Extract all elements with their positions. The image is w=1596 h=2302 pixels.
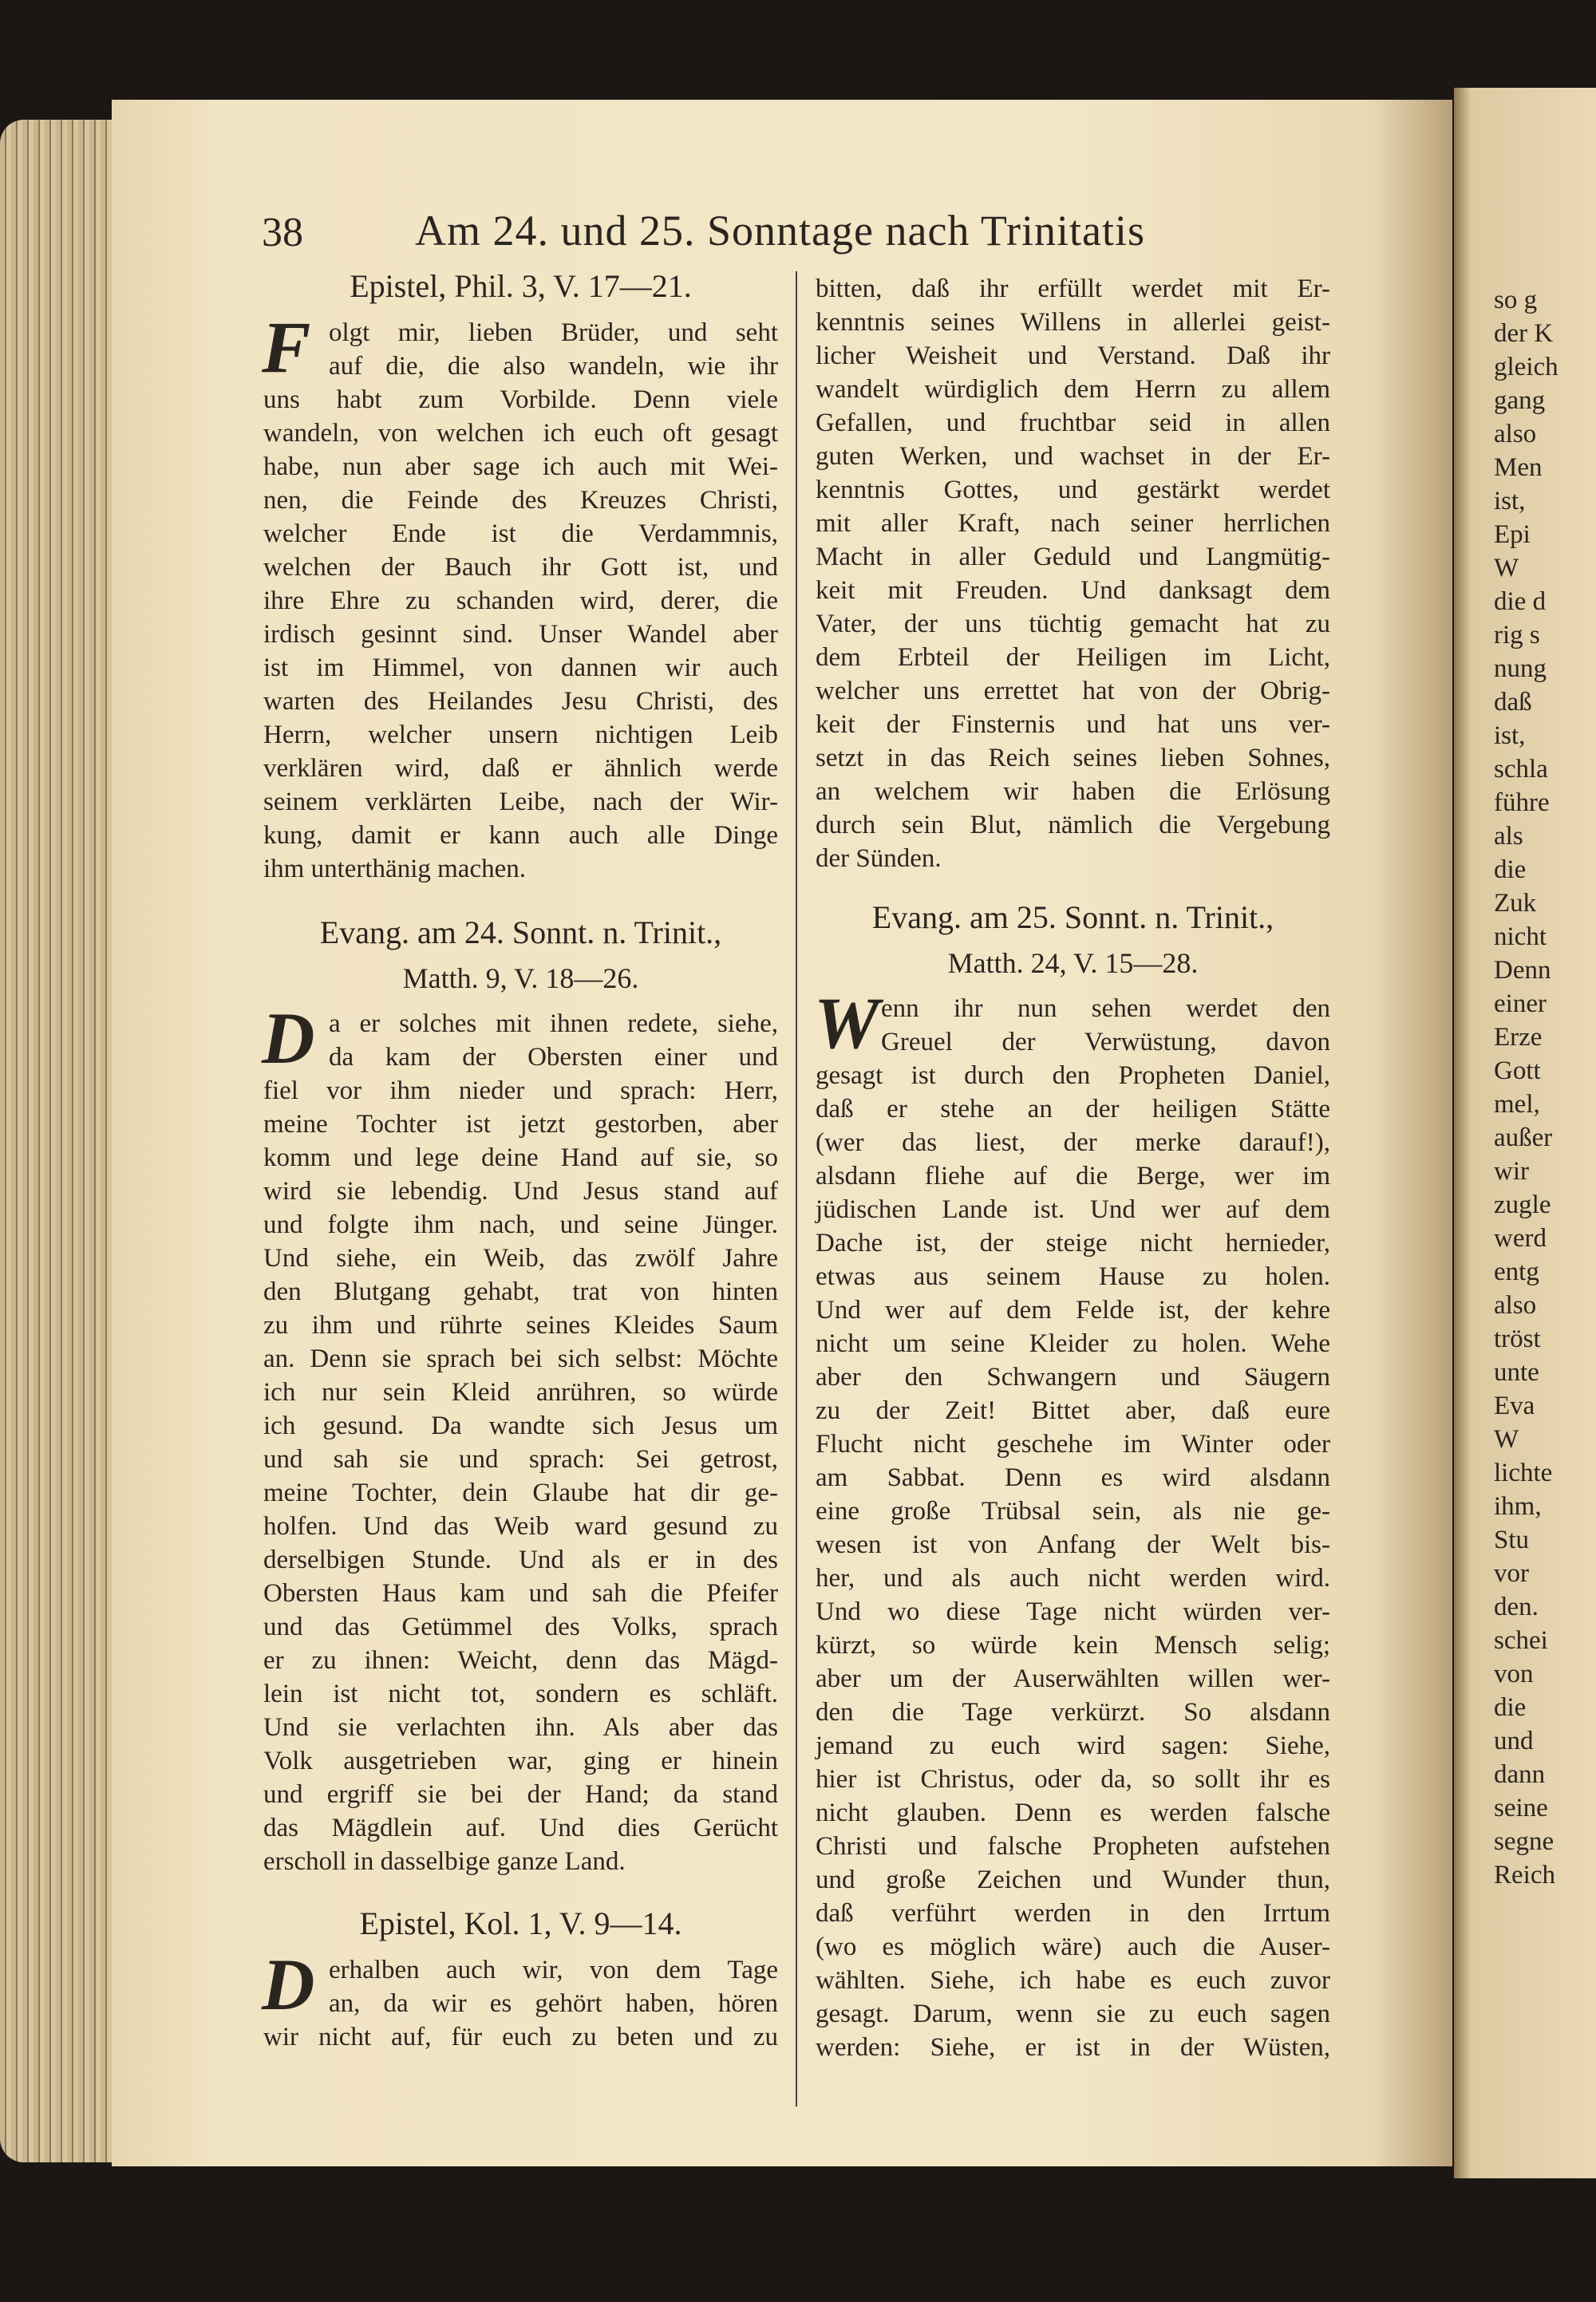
text-line: Volk ausgetrieben war, ging er hinein: [263, 1747, 778, 1775]
scripture-reference: Matth. 24, V. 15—28.: [947, 947, 1199, 979]
text-line: a er solches mit ihnen redete, siehe,: [329, 1009, 778, 1038]
next-page-fragment: daß: [1494, 688, 1532, 717]
text-line: Obersten Haus kam und sah die Pfeifer: [263, 1579, 778, 1608]
text-line: licher Weisheit und Verstand. Daß ihr: [816, 342, 1330, 370]
next-page-fragment: die: [1494, 855, 1527, 884]
next-page-fragment: die d: [1494, 587, 1547, 616]
text-line: aber um der Auserwählten willen wer-: [816, 1664, 1330, 1693]
text-line: wandelt würdiglich dem Herrn zu allem: [816, 375, 1330, 404]
text-line: meine Tochter ist jetzt gestorben, aber: [263, 1110, 778, 1139]
text-line: wesen ist von Anfang der Welt bis-: [816, 1530, 1330, 1559]
text-line: Herrn, welcher unsern nichtigen Leib: [263, 721, 778, 749]
next-page-fragment: die: [1494, 1693, 1527, 1722]
left-column: [263, 263, 778, 2054]
next-page-fragment: segne: [1494, 1827, 1555, 1856]
text-line: her, und als auch nicht werden wird.: [816, 1564, 1330, 1593]
text-line: an. Denn sie sprach bei sich selbst: Möchte: [263, 1344, 778, 1373]
text-line: verklären wird, daß er ähnlich werde: [263, 754, 778, 783]
text-line: jemand zu euch wird sagen: Siehe,: [816, 1731, 1330, 1760]
text-line: und ergriff sie bei der Hand; da stand: [263, 1780, 778, 1809]
next-page-fragment: ihm,: [1494, 1492, 1542, 1521]
page-edges: [0, 120, 120, 2162]
text-line: da kam der Obersten einer und: [329, 1043, 778, 1072]
drop-cap: W: [814, 982, 879, 1064]
text-line: wählten. Siehe, ich habe es euch zuvor: [816, 1966, 1330, 1995]
text-line: am Sabbat. Denn es wird alsdann: [816, 1463, 1330, 1492]
next-page-fragment: zugle: [1494, 1190, 1551, 1219]
text-line: den die Tage verkürzt. So alsdann: [816, 1698, 1330, 1727]
next-page-fragment: dann: [1494, 1760, 1546, 1789]
text-line: erscholl in dasselbige ganze Land.: [263, 1847, 626, 1876]
next-page-fragment: schei: [1494, 1626, 1548, 1655]
text-line: aber den Schwangern und Säugern: [816, 1363, 1330, 1392]
drop-cap: F: [262, 306, 311, 388]
text-line: komm und lege deine Hand auf sie, so: [263, 1143, 778, 1172]
text-line: keit mit Freuden. Und danksagt dem: [816, 576, 1330, 605]
text-line: und das Getümmel des Volks, sprach: [263, 1613, 778, 1641]
text-line: bitten, daß ihr erfüllt werdet mit Er-: [816, 274, 1330, 303]
text-line: und sah sie und sprach: Sei getrost,: [263, 1445, 778, 1474]
text-line: kenntnis seines Willens in allerlei geist-: [816, 308, 1330, 337]
text-line: nicht um seine Kleider zu holen. Wehe: [816, 1329, 1330, 1358]
next-page-fragment: führe: [1494, 788, 1550, 817]
scripture-reference: Matth. 9, V. 18—26.: [402, 962, 639, 994]
next-page-fragment: einer: [1494, 989, 1547, 1018]
next-page-fragment: nung: [1494, 654, 1547, 683]
text-line: Und wer auf dem Felde ist, der kehre: [816, 1296, 1330, 1325]
column-divider: [796, 271, 797, 2107]
running-head: Am 24. und 25. Sonntage nach Trinitatis: [415, 207, 1145, 255]
text-line: werden: Siehe, er ist in der Wüsten,: [816, 2033, 1330, 2062]
next-page-fragment: ist,: [1494, 721, 1526, 750]
next-page-fragment: W: [1494, 1425, 1519, 1454]
text-line: enn ihr nun sehen werdet den: [881, 994, 1330, 1023]
text-line: olgt mir, lieben Brüder, und seht: [329, 318, 778, 347]
section: [816, 894, 1330, 2064]
text-line: kenntnis Gottes, und gestärkt werdet: [816, 476, 1330, 504]
section: [816, 272, 1330, 875]
next-page-fragment: Stu: [1494, 1526, 1530, 1554]
next-page-fragment: den.: [1494, 1593, 1539, 1621]
text-line: ist im Himmel, von dannen wir auch: [263, 653, 778, 682]
text-line: habe, nun aber sage ich auch mit Wei-: [263, 452, 778, 481]
text-line: etwas aus seinem Hause zu holen.: [816, 1262, 1330, 1291]
text-line: Dache ist, der steige nicht hernieder,: [816, 1229, 1330, 1258]
text-line: Christi und falsche Propheten aufstehen: [816, 1832, 1330, 1861]
next-page-fragment: also: [1494, 1291, 1537, 1320]
text-line: welcher uns errettet hat von der Obrig-: [816, 677, 1330, 705]
next-page-fragment: rig s: [1494, 621, 1540, 650]
text-line: ihre Ehre zu schanden wird, derer, die: [263, 586, 778, 615]
text-line: gesagt ist durch den Propheten Daniel,: [816, 1061, 1330, 1090]
text-line: ich nur sein Kleid anrühren, so würde: [263, 1378, 778, 1407]
next-page-fragment: Reich: [1494, 1861, 1555, 1889]
next-page-fragment: Men: [1494, 453, 1543, 482]
text-line: eine große Trübsal sein, als nie ge-: [816, 1497, 1330, 1526]
text-line: Gefallen, und fruchtbar seid in allen: [816, 409, 1330, 437]
section: [263, 263, 778, 886]
text-line: er zu ihnen: Weicht, denn das Mägd-: [263, 1646, 778, 1675]
next-page-fragment: gang: [1494, 386, 1546, 415]
section-heading: Evang. am 24. Sonnt. n. Trinit.,: [319, 914, 722, 950]
next-page-fragment: werd: [1494, 1224, 1547, 1253]
section-body: [816, 272, 1330, 875]
text-line: welcher Ende ist die Verdammnis,: [263, 519, 778, 548]
next-page-fragment: Eva: [1494, 1392, 1535, 1420]
text-line: der Sünden.: [816, 844, 942, 873]
text-line: kürzt, so würde kein Mensch selig;: [816, 1631, 1330, 1660]
text-line: guten Werken, und wachset in der Er-: [816, 442, 1330, 471]
text-line: und große Zeichen und Wunder thun,: [816, 1866, 1330, 1894]
text-line: daß verführt werden in den Irrtum: [816, 1899, 1330, 1928]
text-line: ich gesund. Da wandte sich Jesus um: [263, 1412, 778, 1440]
next-page-fragment: gleich: [1494, 353, 1558, 381]
next-page-fragment: W: [1494, 554, 1519, 582]
text-line: mit aller Kraft, nach seiner herrlichen: [816, 509, 1330, 538]
text-line: Macht in aller Geduld und Langmütig-: [816, 543, 1330, 571]
section: [263, 1901, 778, 2054]
next-page-fragment: als: [1494, 822, 1523, 851]
text-line: Flucht nicht geschehe im Winter oder: [816, 1430, 1330, 1459]
next-page-fragment: nicht: [1494, 922, 1547, 951]
section-body: [262, 306, 778, 886]
text-line: und folgte ihm nach, und seine Jünger.: [263, 1210, 778, 1239]
next-page-fragment: wir: [1494, 1157, 1529, 1186]
next-page-fragment: Erze: [1494, 1023, 1543, 1052]
right-column: [816, 272, 1330, 2064]
text-line: erhalben auch wir, von dem Tage: [329, 1956, 778, 1984]
next-page-fragment: Denn: [1494, 956, 1551, 985]
text-line: wir nicht auf, für euch zu beten und zu: [263, 2023, 778, 2051]
text-line: kung, damit er kann auch alle Dinge: [263, 821, 778, 850]
text-line: daß er stehe an der heiligen Stätte: [816, 1095, 1330, 1123]
text-line: gesagt. Darum, wenn sie zu euch sagen: [816, 2000, 1330, 2028]
next-page-fragment: von: [1494, 1660, 1534, 1688]
text-line: zu der Zeit! Bittet aber, daß eure: [816, 1396, 1330, 1425]
next-page-fragment: also: [1494, 420, 1537, 448]
next-page-fragment: so g: [1494, 286, 1538, 314]
next-page-fragment: und: [1494, 1727, 1534, 1755]
next-page-fragment: außer: [1494, 1123, 1553, 1152]
text-line: Und sie verlachten ihn. Als aber das: [263, 1713, 778, 1742]
text-line: wird sie lebendig. Und Jesus stand auf: [263, 1177, 778, 1206]
text-line: zu ihm und rührte seines Kleides Saum: [263, 1311, 778, 1340]
next-page-fragment: Zuk: [1494, 889, 1537, 918]
text-line: (wo es möglich wäre) auch die Auser-: [816, 1933, 1330, 1961]
text-line: lein ist nicht tot, sondern es schläft.: [263, 1680, 778, 1708]
next-page-fragment: mel,: [1494, 1090, 1540, 1119]
next-page-fragment: seine: [1494, 1794, 1548, 1822]
section-body: [262, 997, 778, 1878]
text-line: fiel vor ihm nieder und sprach: Herr,: [263, 1076, 778, 1105]
text-line: hier ist Christus, oder da, so sollt ihr es: [816, 1765, 1330, 1794]
text-line: meine Tochter, dein Glaube hat dir ge-: [263, 1479, 778, 1507]
text-line: ihm unterthänig machen.: [263, 855, 526, 883]
text-line: seinem verklärten Leibe, nach der Wir-: [263, 788, 778, 816]
drop-cap: D: [262, 1944, 315, 2025]
next-page-fragment: unte: [1494, 1358, 1539, 1387]
drop-cap: D: [262, 997, 315, 1079]
next-page-fragment: vor: [1494, 1559, 1529, 1588]
text-line: Und wo diese Tage nicht würden ver-: [816, 1597, 1330, 1626]
text-line: jüdischen Lande ist. Und wer auf dem: [816, 1195, 1330, 1224]
text-line: irdisch gesinnt sind. Unser Wandel aber: [263, 620, 778, 649]
text-line: (wer das liest, der merke darauf!),: [816, 1128, 1330, 1157]
text-line: keit der Finsternis und hat uns ver-: [816, 710, 1330, 739]
text-line: auf die, die also wandeln, wie ihr: [329, 352, 778, 381]
text-line: holfen. Und das Weib ward gesund zu: [263, 1512, 778, 1541]
text-line: alsdann fliehe auf die Berge, wer im: [816, 1162, 1330, 1190]
section-body: [814, 982, 1330, 2064]
next-page: [1454, 88, 1596, 2178]
text-line: an welchem wir haben die Erlösung: [816, 777, 1330, 806]
text-line: das Mägdlein auf. Und dies Gerücht: [263, 1814, 778, 1842]
text-line: wandeln, von welchen ich euch oft gesagt: [263, 419, 778, 448]
text-line: durch sein Blut, nämlich die Vergebung: [816, 811, 1330, 839]
next-page-fragment: Gott: [1494, 1056, 1541, 1085]
text-line: Greuel der Verwüstung, davon: [881, 1028, 1330, 1056]
text-line: warten des Heilandes Jesu Christi, des: [263, 687, 778, 716]
section-heading: Evang. am 25. Sonnt. n. Trinit.,: [871, 899, 1274, 935]
section-body: [262, 1944, 778, 2054]
next-page-fragment: entg: [1494, 1258, 1539, 1286]
section: [263, 910, 778, 1878]
next-page-fragment: Epi: [1494, 520, 1531, 549]
text-line: nen, die Feinde des Kreuzes Christi,: [263, 486, 778, 515]
text-line: derselbigen Stunde. Und als er in des: [263, 1546, 778, 1574]
text-line: uns habt zum Vorbilde. Denn viele: [263, 385, 778, 414]
next-page-fragment: tröst: [1494, 1325, 1541, 1353]
section-heading: Epistel, Kol. 1, V. 9—14.: [359, 1905, 682, 1941]
next-page-fragment: lichte: [1494, 1459, 1553, 1487]
text-line: Vater, der uns tüchtig gemacht hat zu: [816, 610, 1330, 638]
text-line: Und siehe, ein Weib, das zwölf Jahre: [263, 1244, 778, 1273]
next-page-fragment: schla: [1494, 755, 1548, 784]
next-page-fragment: ist,: [1494, 487, 1526, 515]
text-line: welchen der Bauch ihr Gott ist, und: [263, 553, 778, 582]
next-page-fragment: der K: [1494, 319, 1554, 348]
section-heading: Epistel, Phil. 3, V. 17—21.: [350, 268, 692, 304]
text-line: an, da wir es gehört haben, hören: [329, 1989, 778, 2018]
page-number: 38: [262, 210, 303, 255]
text-line: setzt in das Reich seines lieben Sohnes,: [816, 744, 1330, 772]
text-line: dem Erbteil der Heiligen im Licht,: [816, 643, 1330, 672]
text-line: nicht glauben. Denn es werden falsche: [816, 1799, 1330, 1827]
text-line: den Blutgang gehabt, trat von hinten: [263, 1277, 778, 1306]
